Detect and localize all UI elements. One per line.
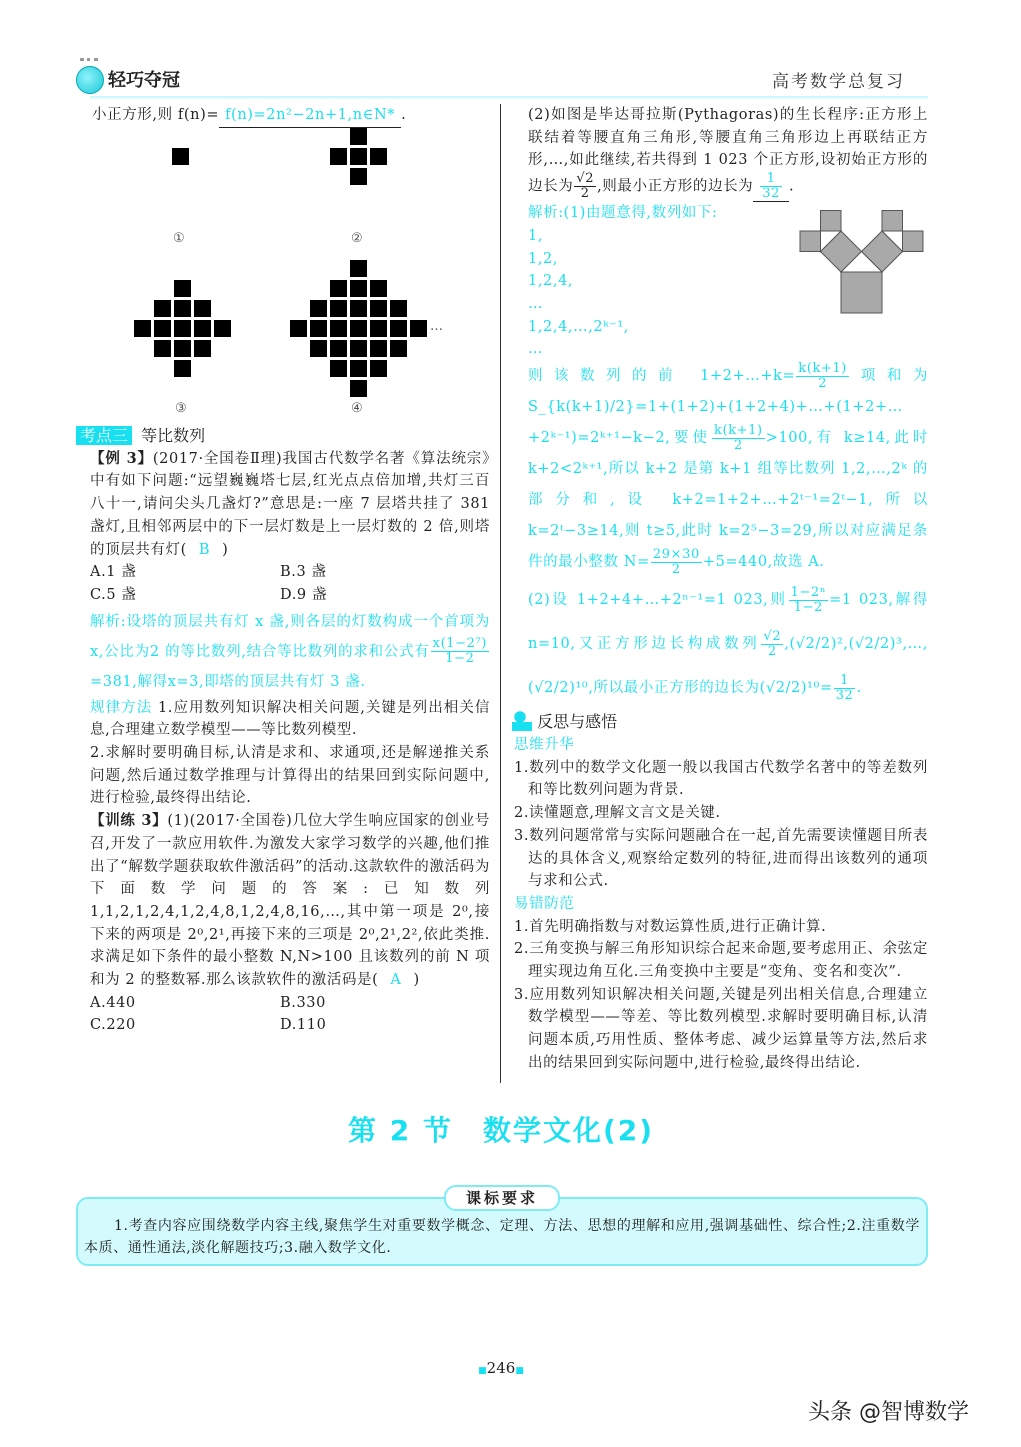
thinking-item: 3.数列问题常常与实际问题融合在一起,首先需要读懂题目所表达的具体含义,观察给定数列的特征,进而得出该数列的通项与求和公式. [514, 827, 928, 890]
thinking-label: 思维升华 [514, 737, 575, 754]
dot-square [350, 320, 367, 337]
fraction: $\frac{\text{x(1−2⁷)}}{1-2}$ [432, 636, 487, 667]
dot-square [134, 320, 151, 337]
standards-box [76, 1188, 928, 1266]
dot-square [194, 300, 211, 317]
method-and-training [90, 697, 490, 1038]
dot-square [330, 300, 347, 317]
thinking-item: 2.读懂题意,理解文言文是关键. [514, 805, 721, 822]
dot-square [290, 320, 307, 337]
reflection-title: 反思与感悟 [537, 712, 618, 732]
errors-label: 易错防范 [514, 895, 575, 912]
teacher-icon [512, 711, 532, 731]
dot-square [370, 320, 387, 337]
solution-part-2: (2)设 1+2+4+…+2ⁿ⁻¹=1 023,则 $\frac{\text{1−2ⁿ}}{1-2}$ =1 023,解得 n=10,又正方形边长构成数列 $\frac{√2}{2}$ ,(√2/2)²,(√2/2)³,…,(√2/2)¹⁰,所以最小正方形的边长为(√2/2)¹⁰= $\frac{1}{32}$ . [528, 584, 928, 703]
example-analysis: 解析:设塔的顶层共有灯 x 盏,则各层的灯数构成一个首项为 x,公比为2 的等比数列,结合等比数列的求和公式有 $\frac{\text{x(1−2⁷)}}{1-2}$ =381,解得x=3,即塔的顶层共有灯 3 盏. [90, 613, 490, 690]
dot-square [350, 168, 367, 185]
question-2: (2)如图是毕达哥拉斯(Pythagoras)的生长程序:正方形上联结着等腰直角三角形,等腰直角三角形边上再联结正方形,…,如此继续,若共得到 1 023 个正方形,设初始正方形的边长为 $\frac{√2}{2}$ ,则最小正方形的边长为 $\frac{1}{32}$ . [528, 107, 928, 202]
standards-text: 1.考查内容应围绕数学内容主线,聚焦学生对重要数学概念、定理、方法、思想的理解和应用,强调基础性、综合性;2.注重数学本质、通性通法,淡化解题技巧;3.融入数学文化. [84, 1217, 920, 1257]
dot-square [330, 360, 347, 377]
header [0, 0, 1021, 100]
solution-list: 解析:(1)由题意得,数列如下: 1, 1,2, 1,2,4, … 1,2,4,…,2ᵏ⁻¹, … [528, 205, 718, 358]
section-title: 等比数列 [141, 425, 206, 445]
figure-ellipsis: … [430, 318, 443, 334]
dot-square [194, 320, 211, 337]
tree-square [821, 211, 842, 232]
dot-square [350, 360, 367, 377]
thinking-item: 1.数列中的数学文化题一般以我国古代数学名著中的等差数列和等比数列问题为背景. [514, 759, 928, 799]
dot-square [154, 340, 171, 357]
brand-name: 轻巧夺冠 [108, 70, 180, 91]
example-tag: 【例 3】 [90, 449, 153, 467]
figure-label: ③ [175, 400, 187, 416]
dot-square [370, 360, 387, 377]
dot-square [370, 280, 387, 297]
error-item: 1.首先明确指数与对数运算性质,进行正确计算. [514, 918, 827, 935]
method-p2: 2.求解时要明确目标,认清是求和、求通项,还是解递推关系问题,然后通过数学推理与计算得出的结果回到实际问题中,进行检验,最终得出结论. [90, 745, 490, 807]
dot-square [174, 280, 191, 297]
dot-square [350, 128, 367, 145]
dot-square [174, 340, 191, 357]
dot-square [350, 260, 367, 277]
dot-square [172, 148, 189, 165]
watermark: 头条 @智博数学 [808, 1399, 969, 1425]
figure-label: ① [173, 230, 185, 246]
pythagoras-tree-figure [796, 206, 928, 318]
lower-section [0, 1113, 1021, 1447]
figure-label: ② [351, 230, 363, 246]
left-column [80, 104, 491, 1083]
dot-square [330, 148, 347, 165]
dot-square [390, 300, 407, 317]
training-answer: A [390, 972, 402, 989]
option: D.110 [280, 1017, 327, 1034]
intro-answer: f(n)=2n²−2n+1,n∈N* [219, 104, 401, 128]
dot-square [174, 360, 191, 377]
method-p1: 规律方法 1.应用数列知识解决相关问题,关键是列出相关信息,合理建立数学模型——等比数列模型. [90, 699, 491, 739]
dot-square [310, 300, 327, 317]
option: A.440 [90, 994, 136, 1011]
intro-line: 小正方形,则 f(n)= f(n)=2n²−2n+1,n∈N* . [90, 104, 490, 128]
book-title: 高考数学总复习 [772, 72, 905, 92]
example-options [90, 561, 490, 606]
tree-square [903, 231, 924, 252]
dot-square [390, 320, 407, 337]
dot-square [350, 380, 367, 397]
question-2-answer: $\frac{1}{32}$ [753, 172, 789, 202]
dot-square [214, 320, 231, 337]
option: C.5 盏 [90, 586, 137, 603]
dot-square [154, 320, 171, 337]
reflection-section [512, 710, 928, 1075]
method-label: 规律方法 [90, 699, 153, 716]
example-answer: B [198, 541, 211, 558]
error-item: 2.三角变换与解三角形知识综合起来命题,要考虑用正、余弦定理实现边角互化.三角变换中主要是“变角、变名和变次”. [514, 941, 928, 981]
dot-square [174, 300, 191, 317]
reflection-title-row [512, 710, 928, 734]
dot-square [350, 300, 367, 317]
right-column [500, 104, 928, 1083]
solution-part-1: 则该数列的前 1+2+…+k= $\frac{k(k+1)}{2}$ 项和为 S_{k(k+1)/2}=1+(1+2)+(1+2+4)+…+(1+2+…+2ᵏ⁻¹)=2ᵏ⁺¹−k−2,要使 $\frac{k(k+1)}{2}$ >100,有 k≥14,此时 k+2<2ᵏ⁺¹,所以 k+2 是第 k+1 组等比数列 1,2,…,2ᵏ 的部分和,设 k+2=1+2+…+2ᵗ⁻¹=2ᵗ−1,所以 k=2ᵗ−3≥14,则 t≥5,此时 k=2⁵−3=29,所以对应满足条件的最小整数 N= $\frac{29\times 30}{2}$ +5=440,故选 A. [528, 360, 928, 577]
dot-square [390, 340, 407, 357]
solution-list-row [528, 202, 928, 361]
training-3: 【训练 3】(1)(2017·全国卷)几位大学生响应国家的创业号召,开发了一款应用软件.为激发大家学习数学的兴趣,他们推出了“解数学题获取软件激活码”的活动.这款软件的激活码为下面数学问题的答案:已知数列 1,1,2,1,2,4,1,2,4,8,1,2,4,8,16,…,其中第一项是 2⁰,接下来的两项是 2⁰,2¹,再接下来的三项是 2⁰,2¹,2²,依此类推.求满足如下条件的最小整数 N,N>100 且该数列的前 N 项和为 2 的整数幂.那么该款软件的激活码是( A ) [90, 812, 490, 989]
dot-square [194, 340, 211, 357]
figure-label: ④ [351, 400, 363, 416]
training-options [90, 992, 490, 1037]
dot-square [350, 148, 367, 165]
crown-icon [80, 58, 98, 69]
option: B.3 盏 [280, 564, 327, 581]
dot-square [310, 320, 327, 337]
dot-square [410, 320, 427, 337]
dot-square [350, 340, 367, 357]
section-badge: 考点三 [76, 426, 132, 445]
dot-square [370, 148, 387, 165]
fraction: $\frac{√2}{2}$ [576, 171, 595, 202]
option: D.9 盏 [280, 586, 328, 603]
chapter-title: 第 2 节 数学文化(2) [347, 1113, 655, 1147]
tree-square [882, 211, 903, 232]
error-item: 3.应用数列知识解决相关问题,关键是列出相关信息,合理建立数学模型——等差、等比数列模型.求解时要明确目标,认清问题本质,巧用性质、整体考虑、减少运算量等方法,然后求出的结果回到实际问题中,进行检验,最终得出结论. [514, 986, 928, 1071]
tree-square [800, 231, 821, 252]
tree-square [841, 272, 882, 313]
dot-square [330, 280, 347, 297]
dot-square [154, 300, 171, 317]
option: B.330 [280, 994, 326, 1011]
dot-square [370, 300, 387, 317]
option: C.220 [90, 1017, 136, 1034]
example-3: 【例 3】(2017·全国卷Ⅱ理)我国古代数学名著《算法统宗》中有如下问题:“远望巍巍塔七层,红光点点倍加增,共灯三百八十一,请问尖头几盏灯?”意思是:一座 7 层塔共挂了 381 盏灯,且相邻两层中的下一层灯数是上一层灯数的 2 倍,则塔的顶层共有灯( B ) A.1 盏 B.3 盏 C.5 盏 D.9 盏 [90, 448, 490, 607]
dot-square [330, 340, 347, 357]
option: A.1 盏 [90, 564, 137, 581]
dot-pattern-figures [90, 128, 490, 420]
training-tag: 【训练 3】 [90, 812, 168, 830]
logo-icon [76, 66, 104, 94]
standards-label: 课标要求 [444, 1185, 560, 1211]
dot-square [330, 320, 347, 337]
section-heading [76, 424, 490, 448]
page-number: ■246■ [478, 1358, 524, 1377]
dot-square [370, 340, 387, 357]
dot-square [350, 280, 367, 297]
dot-square [310, 340, 327, 357]
dot-square [174, 320, 191, 337]
header-divider [90, 96, 928, 99]
